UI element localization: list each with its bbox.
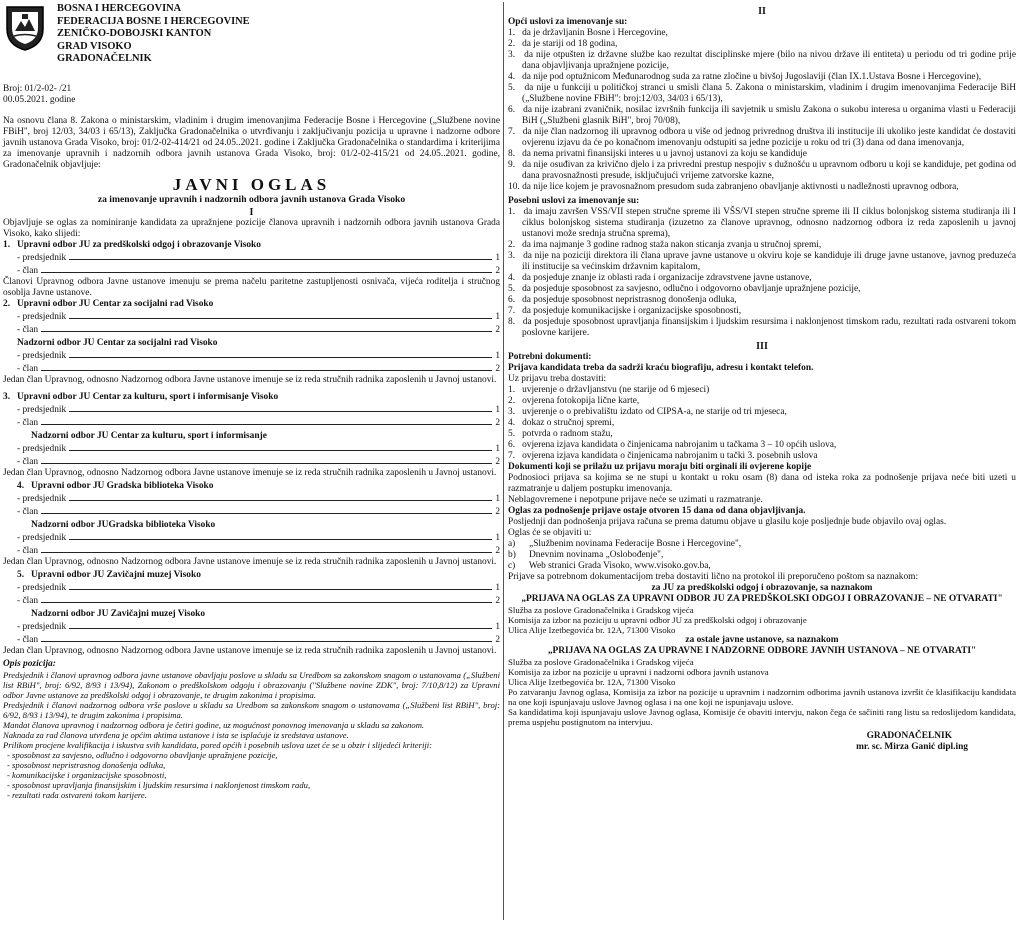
role-count: 2	[495, 266, 500, 276]
coat-of-arms-icon	[5, 3, 45, 51]
role-count: 1	[495, 494, 500, 504]
list-item: 3. da nije na poziciji direktora ili člana uprave javne ustanove u okviru koje se kandiduje ili druge javne ustanove, javnog preduzeća ili institucije sa većinskim državnim kapitalom,	[508, 251, 1016, 272]
submission-note: Prijave sa potrebnom dokumentacijom treba dostaviti lično na protokol ili preporučeno poštom sa naznakom:	[508, 572, 919, 582]
section-number: II	[758, 6, 766, 17]
header-line: GRADONAČELNIK	[57, 53, 152, 65]
role-count: 1	[495, 312, 500, 322]
leader-line	[69, 310, 492, 319]
list-item: 1. uvjerenje o državljanstvu (ne starije od 6 mjeseci)	[508, 385, 710, 395]
address-block	[508, 605, 1016, 635]
list-item: 6. da posjeduje sposobnost nepristrasnog donošenja odluka,	[508, 295, 737, 305]
role-count: 1	[495, 253, 500, 263]
list-item: 7. da posjeduje komunikacijske i organizacijske sposobnosti,	[508, 306, 742, 316]
header-line: ZENIČKO-DOBOJSKI KANTON	[57, 28, 212, 40]
publication-intro: Oglas će se objaviti u:	[508, 528, 592, 538]
header-line: GRAD VISOKO	[57, 40, 132, 52]
leader-line	[69, 620, 492, 629]
list-item: b) Dnevnim novinama „Oslobođenje",	[508, 550, 664, 560]
list-item: 4. da posjeduje znanje iz oblasti rada i organizacije zdravstvene javne ustanove,	[508, 273, 812, 283]
list-item: 2. da je stariji od 18 godina,	[508, 39, 618, 49]
dash: -	[17, 253, 21, 263]
leader-line	[69, 581, 492, 590]
leader-line	[69, 492, 492, 501]
intro-paragraph: Na osnovu člana 8. Zakona o ministarskim, vladinim i drugim imenovanjima Federacije Bosne i Hercegovine („Službene novine FBiH", broj 12/03, 34/03 i 65/13), Zaključka Gradonačelnika o utvrđivanju i zaključivanju pozicija u upravne i nadzorne odbore javnih ustanova Grada Visoko, broj: 01/2-02-414/21 od 24.05..2021. godine i Zaključka Gradonačelnika o standardima i kriterijima za imenovanje upravnih i nadzornih odbora javnih ustanova Grada Visoko, broj: 01/2-02-415/21 od 24.05..2021. godine, Gradonačelnik objavljuje:	[3, 116, 500, 170]
document-date: 00.05.2021. godine	[3, 95, 76, 105]
item-number: 2.	[3, 299, 11, 309]
publication-list	[508, 539, 1016, 572]
role-label: predsjednik	[22, 583, 67, 593]
address-line: Ulica Alije Izetbegovića br. 12A, 71300 Visoko	[508, 625, 676, 635]
list-item: c) Web stranici Grada Visoko, www.visoko.gov.ba,	[508, 561, 711, 571]
list-item: - komunikacijske i organizacijske sposobnosti,	[7, 770, 167, 780]
dash: -	[17, 405, 21, 415]
board-note: Jedan član Upravnog, odnosno Nadzornog odbora Javne ustanove imenuje se iz reda stručnih radnika zaposlenih u Javnoj ustanovi.	[3, 375, 497, 385]
right-column	[508, 0, 1016, 753]
application-content: Prijava kandidata treba da sadrži kraću biografiju, adresu i kontakt telefon.	[508, 363, 814, 373]
last-day-note: Posljednji dan podnošenja prijava računa se prema datumu objave u glasilu koje posljednje bude objavilo ovaj oglas.	[508, 517, 947, 527]
role-count: 1	[495, 583, 500, 593]
role-count: 2	[495, 418, 500, 428]
item-number: 3.	[3, 392, 11, 402]
leader-line	[41, 416, 492, 425]
role-label: predsjednik	[22, 533, 67, 543]
list-item: 7. ovjerena izjava kandidata o činjenicama nabrojanim u tački 3. posebnih uslova	[508, 451, 818, 461]
role-count: 1	[495, 444, 500, 454]
opis-paragraph: Predsjednik i članovi upravnog odbora javne ustanove obavljaju poslove u skladu sa Uredbom sa zakonskom snagom o ustanovama („Službeni list RBiH", broj: 6/92, 8/93 i 13/94), Zakonom o predškolskom odgoju i obrazovanju ("Službene novine ZDK", broj: 7/10,8/12) za Upravni odbor Javne ustanove za predškolski odgoj i obrazovanje, te drugim zakonima i propisima.	[3, 670, 500, 700]
dash: -	[17, 494, 21, 504]
leader-line	[41, 633, 492, 642]
column-divider	[503, 2, 504, 920]
item-number: 4.	[17, 481, 25, 491]
board-subtitle: Nadzorni odbor JU Zavičajni muzej Visoko	[31, 609, 206, 619]
list-item: 2. da ima najmanje 3 godine radnog staža nakon sticanja zvanja u stručnoj spremi,	[508, 240, 822, 250]
board-note: Članovi Upravnog odbora Javne ustanove imenuju se prema načelu paritetne zastupljenosti osnivača, vijeća roditelja i stručnog osoblja Javne ustanove.	[3, 277, 500, 298]
dash: -	[17, 266, 21, 276]
list-item: - sposobnost nepristrasnog donošenja odluka,	[7, 760, 166, 770]
section-heading: Opis pozicija:	[3, 659, 56, 669]
envelope-label: „PRIJAVA NA OGLAS ZA UPRAVNI ODBOR JU ZA PREDŠKOLSKI ODGOJ I OBRAZOVANJE – NE OTVARATI"	[521, 594, 1003, 604]
list-item: 7. da nije član nadzornog ili upravnog odbora u više od jednog privrednog društva ili institucije ili ukoliko jeste kandidat će dostaviti ovjerenu izjavu da će po konačnom imenovanju odstupiti sa jedne pozicije u roku od tri (3) dana od dana imenovanja,	[508, 127, 1016, 148]
section-number: I	[249, 207, 254, 218]
address-line: Komisija za izbor na poziciju u upravni odbor JU za predškolski odgoj i obrazovanje	[508, 615, 807, 625]
dash: -	[17, 457, 21, 467]
list-item: 1. da imaju završen VSS/VII stepen stručne spreme ili VŠS/VI stepen stručne spreme ili II ciklus bolonjskog sistema studiranja ili I ciklus bolonjskog sistema studiranja (izuzetno za članove upravnog, odnosno nadzornog odbora iz reda zaposlenih u javnoj ustanovi može srednja stručna sprema),	[508, 207, 1017, 239]
address-line: Služba za poslove Gradonačelnika i Gradskog vijeća	[508, 657, 694, 667]
board-subtitle: Nadzorni odbor JU Centar za socijalni rad Visoko	[17, 338, 218, 348]
list-item: 3. da nije otpušten iz državne službe kao rezultat disciplinske mjere (bilo na nivou države ili entiteta) u periodu od tri godine prije dana objavljivanja upražnjene pozicije,	[508, 50, 1016, 71]
late-note: Neblagovremene i nepotpune prijave neće se uzimati u razmatranje.	[508, 495, 763, 505]
role-count: 2	[495, 457, 500, 467]
address-line: Ulica Alije Izetbegovića br. 12A, 71300 Visoko	[508, 677, 676, 687]
role-count: 1	[495, 622, 500, 632]
list-item: 6. ovjerena izjava kandidata o činjenicama nabrojanim u tačkama 3 – 10 općih uslova,	[508, 440, 837, 450]
criteria-intro: Prilikom procjene kvalifikacija i iskustva svih kandidata, pored općih i posebnih uslova uzet će se u obzir i slijedeći kriteriji:	[3, 740, 432, 750]
role-label: član	[22, 457, 39, 467]
role-label: član	[22, 325, 39, 335]
list-item: 3. uvjerenje o o prebivalištu izdato od CIPSA-a, ne starije od tri mjeseca,	[508, 407, 787, 417]
list-item: 10. da nije lice kojem je pravosnažnom presudom suda zabranjeno obavljanje aktivnosti u nadležnosti upravnog odbora,	[508, 182, 959, 192]
role-count: 2	[495, 325, 500, 335]
special-conditions-list	[508, 207, 1016, 339]
role-label: član	[22, 507, 39, 517]
originals-note: Dokumenti koji se prilažu uz prijavu moraju biti orginali ili ovjerene kopije	[508, 462, 812, 472]
board-title: Upravni odbor JU Centar za kulturu, sport i informisanje Visoko	[17, 392, 279, 402]
documents-intro: Uz prijavu treba dostaviti:	[508, 374, 607, 384]
dash: -	[17, 583, 21, 593]
leader-line	[69, 349, 492, 358]
role-count: 2	[495, 546, 500, 556]
role-label: član	[22, 635, 39, 645]
list-item: - sposobnost za savjesno, odlučno i odgovorno obavljanje upražnjene pozicije,	[7, 750, 278, 760]
contact-note: Podnosioci prijava sa kojima se ne stupi u kontakt u roku osam (8) dana od isteka roka za podnošenje prijava neće biti uzeti u razmatranje u daljem postupku imenovanja.	[508, 473, 1016, 494]
list-item: a) „Službenim novinama Federacije Bosne i Hercegovine",	[508, 539, 742, 549]
dash: -	[17, 444, 21, 454]
role-label: član	[22, 364, 39, 374]
list-item: 9. da nije osuđivan za krivično djelo i za privredni prestup nespojiv s dužnošću u upravnom odboru u koji se kandiduje, pet godina od dana pravosnažnosti presude, isključujući vrijeme zatvorske kazne,	[508, 160, 1017, 181]
commission-note: Po zatvaranju Javnog oglasa, Komisija za izbor na pozicije u upravnim i nadzornim odborima javnih ustanova izvršit će klasifikaciju kandidata na one koji ispunjavaju uslove Javnog oglasa i na one koji ne ispunjavaju uslove.	[508, 687, 1016, 707]
list-item: 6. da nije izabrani zvaničnik, nosilac izvršnih funkcija ili savjetnik u smislu Zakona o sukobu interesa u organima vlasti u Federaciji BiH („Službeni glasnik BiH", broj 70/08),	[508, 105, 1016, 126]
left-column	[3, 0, 500, 800]
dash: -	[17, 312, 21, 322]
board-note: Jedan član Upravnog, odnosno Nadzornog odbora Javne ustanove imenuje se iz reda stručnih radnika zaposlenih u Javnoj ustanovi.	[3, 557, 497, 567]
list-item: 5. da posjeduje sposobnost za savjesno, odlučno i odgovorno obavljanje upražnjene pozicije,	[508, 284, 861, 294]
role-count: 2	[495, 507, 500, 517]
header-line: BOSNA I HERCEGOVINA	[57, 3, 182, 14]
leader-line	[41, 455, 492, 464]
dash: -	[17, 546, 21, 556]
item-number: 1.	[3, 240, 11, 250]
role-label: član	[22, 596, 39, 606]
leader-line	[69, 251, 492, 260]
section1-intro: Objavljuje se oglas za nominiranje kandidata za upražnjene pozicije članova upravnih i nadzornih odbora javnih ustanova Grada Visoko, kako slijedi:	[3, 218, 500, 239]
leader-line	[41, 505, 492, 514]
signature-name: mr. sc. Mirza Ganić dipl.ing	[856, 742, 968, 752]
signature-role: GRADONAČELNIK	[866, 731, 952, 741]
list-item: 4. da nije pod optužnicom Međunarodnog suda za ratne zločine u bivšoj Jugoslaviji (član IX.1.Ustava Bosne i Hercegovine),	[508, 72, 982, 82]
role-label: predsjednik	[22, 253, 67, 263]
role-label: predsjednik	[22, 405, 67, 415]
document-subtitle: za imenovanje upravnih i nadzornih odbora javnih ustanova Grada Visoko	[97, 194, 406, 205]
board-subtitle: Nadzorni odbor JU Centar za kulturu, sport i informisanje	[31, 431, 267, 441]
role-count: 1	[495, 533, 500, 543]
role-label: predsjednik	[22, 622, 67, 632]
header-line: FEDERACIJA BOSNE I HERCEGOVINE	[57, 15, 250, 27]
role-count: 1	[495, 405, 500, 415]
dash: -	[17, 533, 21, 543]
role-label: član	[22, 418, 39, 428]
label-ju: za JU za predškolski odgoj i obrazovanje, sa naznakom	[651, 583, 873, 593]
list-item: 5. da nije u funkciji u političkoj stranci u smisli člana 5. Zakona o ministarskim, vladinim i drugim imenovanjima Federacije BiH („Službene novine FBiH": broj:12/03, 34/03 i 65/13),	[508, 83, 1016, 104]
board-note: Jedan član Upravnog, odnosno Nadzornog odbora Javne ustanove imenuje se iz reda stručnih radnika zaposlenih u Javnoj ustanovi.	[3, 646, 497, 656]
list-item: 4. dokaz o stručnoj spremi,	[508, 418, 615, 428]
section-heading: Posebni uslovi za imenovanje su:	[508, 196, 640, 206]
dash: -	[17, 351, 21, 361]
dash: -	[17, 507, 21, 517]
section-heading: Opći uslovi za imenovanje su:	[508, 17, 628, 27]
board-note: Jedan član Upravnog, odnosno Nadzornog odbora Javne ustanove imenuje se iz reda stručnih radnika zaposlenih u Javnoj ustanovi.	[3, 468, 497, 478]
item-number: 5.	[17, 570, 25, 580]
opis-paragraph: Predsjednik i članovi nadzornog odbora vrše poslove u skladu sa Uredbom sa zakonskom snagom o ustanovama („Službeni list RBiH", broj: 6/92, 8/93 i 13/94), te drugim zakonima i propisima.	[3, 700, 500, 720]
board-subtitle: Nadzorni odbor JUGradska biblioteka Visoko	[31, 520, 216, 530]
envelope-label: „PRIJAVA NA OGLAS ZA UPRAVNE I NADZORNE ODBORE JAVNIH USTANOVA – NE OTVARATI"	[547, 646, 977, 656]
document-title: JAVNI OGLAS	[172, 175, 331, 194]
role-label: predsjednik	[22, 494, 67, 504]
leader-line	[41, 594, 492, 603]
list-item: - rezultati rada ostvareni tokom karijere.	[7, 790, 147, 800]
role-count: 2	[495, 596, 500, 606]
role-count: 1	[495, 351, 500, 361]
naknada-paragraph: Naknada za rad članova utvrđena je općim aktima ustanove i ista se isplaćuje iz sredstava ustanove.	[3, 730, 349, 740]
leader-line	[41, 323, 492, 332]
role-label: predsjednik	[22, 312, 67, 322]
board-title: Upravni odbor JU Gradska biblioteka Visoko	[31, 481, 214, 491]
list-item: 1. da je državljanin Bosne i Hercegovine,	[508, 28, 668, 38]
dash: -	[17, 635, 21, 645]
role-label: član	[22, 266, 39, 276]
deadline-note: Oglas za podnošenje prijave ostaje otvoren 15 dana od dana objavljivanja.	[508, 506, 806, 516]
leader-line	[41, 264, 492, 273]
criteria-list	[3, 750, 500, 800]
section-number: III	[756, 341, 768, 352]
board-title: Upravni odbor JU za predškolski odgoj i obrazovanje Visoko	[17, 240, 261, 250]
dash: -	[17, 418, 21, 428]
reference-number: Broj: 01/2-02- /21	[3, 84, 72, 94]
board-title: Upravni odbor JU Zavičajni muzej Visoko	[31, 570, 201, 580]
address-block	[508, 657, 1016, 687]
list-item: 8. da nema privatni finansijski interes u u javnoj ustanovi za koju se kandiduje	[508, 149, 807, 159]
role-label: predsjednik	[22, 351, 67, 361]
address-line: Komisija za izbor na pozicije u upravni i nadzorni odbora javnih ustanova	[508, 667, 769, 677]
header-lines	[57, 3, 250, 66]
board-title: Upravni odbor JU Centar za socijalni rad Visoko	[17, 299, 214, 309]
list-item: 5. potvrda o radnom stažu,	[508, 429, 613, 439]
general-conditions-list	[508, 28, 1016, 193]
leader-line	[41, 362, 492, 371]
address-line: Služba za poslove Gradonačelnika i Gradskog vijeća	[508, 605, 694, 615]
documents-list	[508, 385, 1016, 462]
label-others: za ostale javne ustanove, sa naznakom	[685, 635, 839, 645]
dash: -	[17, 325, 21, 335]
leader-line	[41, 544, 492, 553]
role-count: 2	[495, 635, 500, 645]
leader-line	[69, 531, 492, 540]
list-item: - sposobnost upravljanja finansijskim i ljudskim resursima i naklonjenost timskom radu,	[7, 780, 311, 790]
mandat-paragraph: Mandat članova upravnog i nadzornog odbora je četiri godine, uz mogućnost ponovnog imenovanja u skladu sa zakonom.	[3, 720, 425, 730]
role-count: 2	[495, 364, 500, 374]
section-heading: Potrebni dokumenti:	[508, 352, 592, 362]
role-label: predsjednik	[22, 444, 67, 454]
list-item: 8. da posjeduje sposobnost upravljanja finansijskim i ljudskim resursima i naklonjenost timskom radu, rezultati rada ostvareni tokom poslovne karijere.	[508, 317, 1016, 338]
interview-note: Sa kandidatima koji ispunjavaju uslove Javnog oglasa, Komisije će obaviti intervju, nakon čega će sačiniti rang listu sa redoslijedom kandidata, prema uspjehu postignutom na intervjuu.	[508, 707, 1016, 727]
dash: -	[17, 596, 21, 606]
role-label: član	[22, 546, 39, 556]
list-item: 2. ovjerena fotokopija lične karte,	[508, 396, 640, 406]
dash: -	[17, 622, 21, 632]
letterhead	[3, 0, 500, 78]
dash: -	[17, 364, 21, 374]
leader-line	[69, 403, 492, 412]
leader-line	[69, 442, 492, 451]
